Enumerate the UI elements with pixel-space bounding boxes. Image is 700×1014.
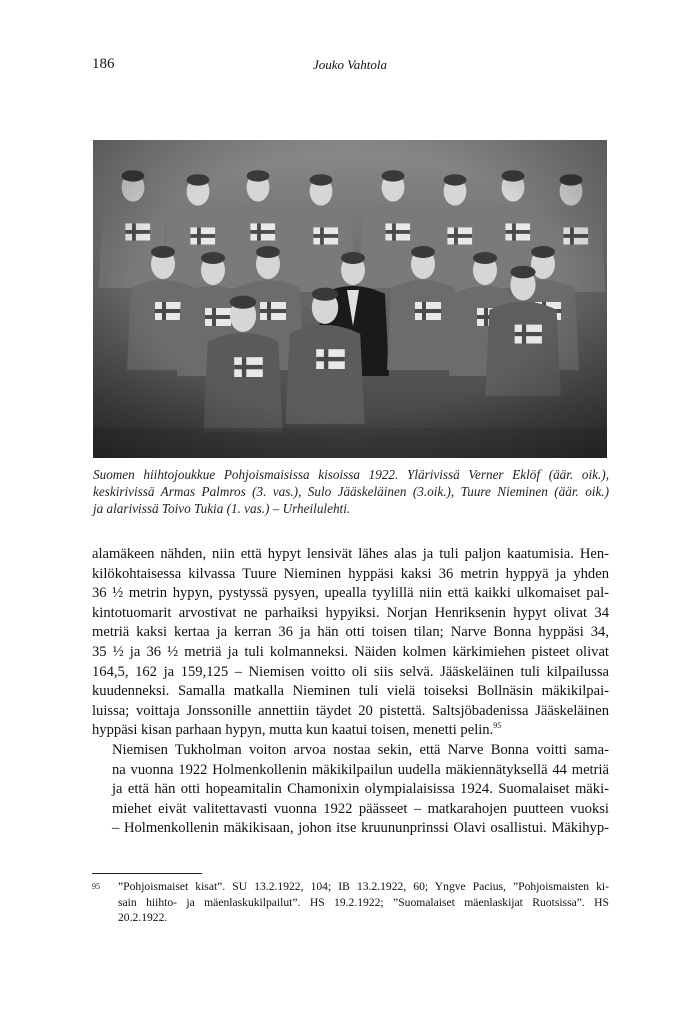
paragraph-2: [92, 741, 609, 839]
footnote-number: 95: [92, 882, 100, 891]
page-number: 186: [92, 56, 115, 72]
text-line: Niemisen Tukholman voiton arvoa nostaa sekin, että Narve Bonna voitti sama-: [112, 741, 609, 758]
text-line: kuudenneksi. Samalla matkalla Nieminen tuli vielä toiseksi Bollnäsin mäkikilpai-: [92, 683, 609, 700]
text-line: na vuonna 1922 Holmenkollenin mäkikilpailun uudella mäkiennätyksellä 44 metriä: [112, 761, 609, 778]
footnote-line: ”Pohjoismaiset kisat”. SU 13.2.1922, 104; IB 13.2.1922, 60; Yngve Pacius, ”Pohjoismaisten ki-: [118, 880, 609, 893]
running-head: Jouko Vahtola: [312, 57, 387, 72]
text-line: ja että hän otti hopeamitalin Chamonixin olympialaisissa 1924. Suomalaiset mäki-: [112, 781, 609, 798]
text-line: 35 ½ ja 36 ½ metriä ja tuli kolmanneksi. Näiden kolmen kärkimiehen pisteet olivat: [92, 643, 609, 660]
footnote-reference[interactable]: 95: [493, 721, 502, 731]
text-line: 36 ½ metrin hypyn, pystyssä pysyen, upealla tyylillä niin että kaikki ulkomaiset pal-: [92, 585, 609, 602]
team-photograph: [93, 140, 607, 458]
caption-line: ja alarivissä Toivo Tukia (1. vas.) – Urheilulehti.: [93, 501, 351, 516]
text-line-last: [92, 721, 609, 741]
text-line: alamäkeen nähden, niin että hypyt lensivät lähes alas ja tuli paljon kaatumisia. Hen-: [92, 546, 609, 562]
text-line: miehet eivät valitettavasti vuonna 1922 päässeet – matkarahojen puutteen vuoksi: [112, 800, 609, 817]
text-line: metriä kaksi kertaa ja kerran 36 ja hän otti toisen tilan; Narve Bonna hyppäsi 34,: [92, 624, 609, 641]
footnote-divider: [92, 873, 202, 874]
caption-line: Suomen hiihtojoukkue Pohjoismaisissa kisoissa 1922. Ylärivissä Verner Eklöf (äär. oik.),: [93, 467, 609, 482]
photo-illustration: [93, 140, 607, 458]
footnote-line: sain hiihto- ja mäenlaskukilpailut”. HS 19.2.1922; ”Suomalaiset mäenlaskijat Ruotsissa”. HS: [118, 895, 609, 909]
footnote-text: [118, 879, 609, 926]
text-line: kilökohtaisessa kilvassa Tuure Nieminen hyppäsi kaksi 36 metrin hyppyä ja yhden: [92, 565, 609, 582]
text-line: – Holmenkollenin mäkikisaan, johon itse kruununprinssi Olavi osallistui. Mäkihyp-: [112, 820, 609, 837]
footnote: [92, 879, 609, 926]
text-line: hyppäsi kisan parhaan hypyn, mutta kun kaatui toisen, menetti pelin.: [92, 722, 494, 739]
paragraph-1: [92, 545, 609, 741]
text-line: kintotuomarit arvostivat ne parhaiksi hypyiksi. Norjan Henriksenin hypyt olivat 34: [92, 604, 609, 621]
figure-caption: [93, 466, 609, 517]
text-line: luissa; voittaja Jonssonille annettiin täydet 20 pistettä. Saltsjöbadenissa Jääskeläinen: [92, 702, 609, 719]
footnote-line: 20.2.1922.: [118, 911, 168, 925]
text-line: 164,5, 162 ja 159,125 – Niemisen voitto oli siis selvä. Jääskeläinen tuli kilpailussa: [92, 663, 609, 680]
body-text: [92, 545, 609, 839]
page-header: [92, 56, 608, 76]
caption-line: keskirivissä Armas Palmros (3. vas.), Sulo Jääskeläinen (3.oik.), Tuure Nieminen (äär. oik.): [93, 484, 609, 499]
